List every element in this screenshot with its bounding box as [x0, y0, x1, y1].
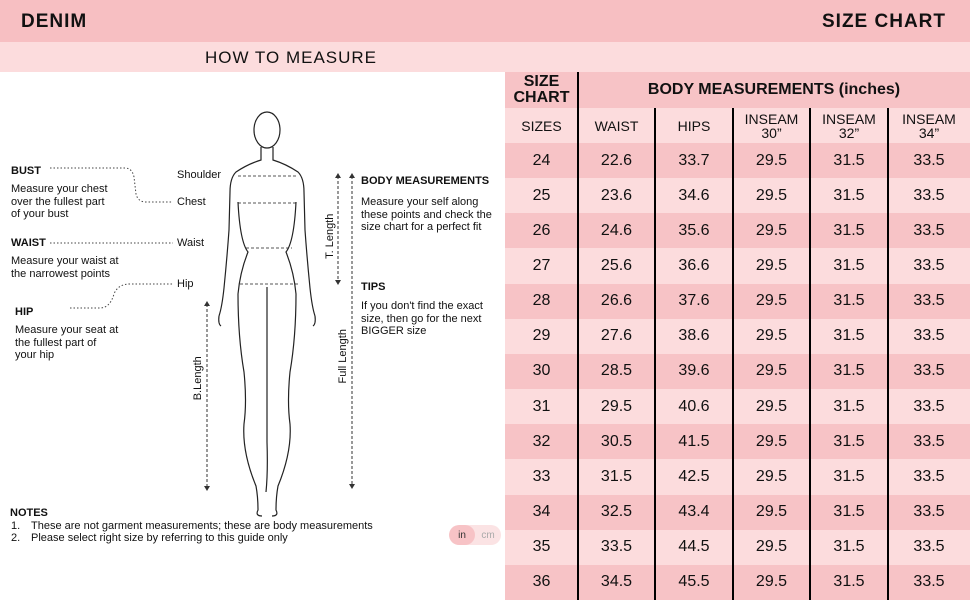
measurement-cell: 34.5	[578, 565, 655, 600]
measurement-cell: 31.5	[810, 213, 888, 248]
unit-toggle[interactable]	[449, 525, 501, 545]
size-chart-corner-header: SIZE CHART	[505, 72, 578, 108]
point-hip: Hip	[177, 278, 194, 290]
measurement-cell: 33.5	[888, 495, 970, 530]
measurement-cell: 33.5	[888, 389, 970, 424]
measurement-cell: 29.5	[733, 284, 810, 319]
body-measurements-text-1: Measure your self along	[361, 196, 479, 208]
measurement-cell: 37.6	[655, 284, 733, 319]
body-measurements-text-3: size chart for a perfect fit	[361, 221, 482, 233]
measurement-cell: 43.4	[655, 495, 733, 530]
full-length-label: Full Length	[336, 329, 349, 384]
size-cell: 36	[505, 565, 578, 600]
measurement-cell: 30.5	[578, 424, 655, 459]
measurement-cell: 31.5	[810, 565, 888, 600]
measurement-cell: 29.5	[733, 459, 810, 494]
notes-title: NOTES	[10, 507, 48, 519]
measurement-cell: 31.5	[810, 319, 888, 354]
column-divider	[577, 72, 579, 600]
measurement-cell: 31.5	[810, 248, 888, 283]
header-bar	[0, 0, 970, 42]
measurement-cell: 25.6	[578, 248, 655, 283]
body-figure-icon	[219, 112, 316, 516]
measurement-cell: 31.5	[810, 459, 888, 494]
size-cell: 28	[505, 284, 578, 319]
unit-in-option[interactable]: in	[449, 525, 475, 545]
measurement-cell: 23.6	[578, 178, 655, 213]
column-header: INSEAM 32”	[810, 108, 888, 143]
size-cell: 34	[505, 495, 578, 530]
hip-text-3: your hip	[15, 349, 55, 361]
measurement-cell: 29.5	[733, 213, 810, 248]
measurement-cell: 33.5	[888, 424, 970, 459]
brand-label: DENIM	[21, 11, 88, 32]
size-cell: 26	[505, 213, 578, 248]
measurement-cell: 39.6	[655, 354, 733, 389]
measurement-cell: 33.5	[888, 178, 970, 213]
measurement-cell: 41.5	[655, 424, 733, 459]
size-cell: 30	[505, 354, 578, 389]
measuring-guide	[0, 72, 505, 600]
bust-connector	[50, 168, 173, 202]
subheader-bar	[0, 42, 970, 72]
measurement-cell: 31.5	[810, 389, 888, 424]
size-cell: 25	[505, 178, 578, 213]
measurement-cell: 29.5	[733, 530, 810, 565]
measurement-cell: 33.5	[888, 284, 970, 319]
measurement-cell: 24.6	[578, 213, 655, 248]
body-measurements-title: BODY MEASUREMENTS	[361, 175, 490, 187]
measurement-cell: 42.5	[655, 459, 733, 494]
column-header: WAIST	[578, 108, 655, 143]
measurement-cell: 33.5	[888, 354, 970, 389]
measurement-cell: 35.6	[655, 213, 733, 248]
note-2-num: 2.	[11, 532, 21, 544]
size-cell: 33	[505, 459, 578, 494]
measurement-cell: 29.5	[733, 143, 810, 178]
measurement-cell: 29.5	[733, 424, 810, 459]
column-header: HIPS	[655, 108, 733, 143]
page-title: SIZE CHART	[822, 11, 946, 32]
measurement-cell: 29.5	[733, 565, 810, 600]
column-header: INSEAM 30”	[733, 108, 810, 143]
size-cell: 29	[505, 319, 578, 354]
hip-title: HIP	[15, 306, 34, 318]
measurement-cell: 34.6	[655, 178, 733, 213]
column-header: SIZES	[505, 108, 578, 143]
measurement-cell: 33.5	[888, 530, 970, 565]
point-shoulder: Shoulder	[177, 169, 222, 181]
measurement-cell: 29.5	[578, 389, 655, 424]
measurement-cell: 26.6	[578, 284, 655, 319]
measurement-cell: 31.5	[810, 143, 888, 178]
measurement-cell: 44.5	[655, 530, 733, 565]
measurement-cell: 31.5	[810, 495, 888, 530]
measurement-cell: 33.5	[888, 213, 970, 248]
measurement-cell: 31.5	[810, 354, 888, 389]
measurement-cell: 33.5	[888, 319, 970, 354]
measurement-cell: 38.6	[655, 319, 733, 354]
measurement-cell: 22.6	[578, 143, 655, 178]
size-cell: 24	[505, 143, 578, 178]
tips-text-3: BIGGER size	[361, 325, 427, 337]
note-1-num: 1.	[11, 520, 21, 532]
size-cell: 35	[505, 530, 578, 565]
measurement-cell: 29.5	[733, 319, 810, 354]
tips-text-2: size, then go for the next	[361, 312, 482, 325]
body-measurements-group-header: BODY MEASUREMENTS (inches)	[578, 72, 970, 108]
size-cell: 27	[505, 248, 578, 283]
measurement-cell: 33.5	[578, 530, 655, 565]
note-1-text: These are not garment measurements; these are body measurements	[31, 520, 373, 532]
measurement-cell: 33.5	[888, 143, 970, 178]
b-length-label: B.Length	[191, 356, 204, 401]
hip-text-2: the fullest part of	[15, 336, 97, 349]
measurement-cell: 45.5	[655, 565, 733, 600]
size-cell: 31	[505, 389, 578, 424]
measurement-cell: 40.6	[655, 389, 733, 424]
waist-title: WAIST	[11, 237, 46, 249]
waist-text-1: Measure your waist at	[11, 255, 119, 267]
bust-text-1: Measure your chest	[11, 183, 108, 195]
column-divider	[732, 108, 734, 600]
hip-connector	[70, 284, 173, 308]
size-cell: 32	[505, 424, 578, 459]
measurement-cell: 33.5	[888, 248, 970, 283]
column-divider	[809, 108, 811, 600]
measurement-cell: 31.5	[810, 424, 888, 459]
tips-text-1: If you don't find the exact	[361, 300, 483, 312]
how-to-measure-heading: HOW TO MEASURE	[204, 48, 378, 67]
measurement-cell: 33.5	[888, 565, 970, 600]
column-divider	[887, 108, 889, 600]
measurement-cell: 29.5	[733, 495, 810, 530]
t-length-label: T. Length	[323, 213, 336, 259]
measurement-cell: 28.5	[578, 354, 655, 389]
point-chest: Chest	[177, 196, 206, 208]
body-measurements-text-2: these points and check the	[361, 208, 492, 221]
measurement-cell: 31.5	[810, 284, 888, 319]
column-header: INSEAM 34”	[888, 108, 970, 143]
note-2-text: Please select right size by referring to this guide only	[31, 532, 288, 544]
measurement-cell: 31.5	[578, 459, 655, 494]
measurement-cell: 33.5	[888, 459, 970, 494]
bust-title: BUST	[11, 165, 41, 177]
measurement-cell: 29.5	[733, 248, 810, 283]
point-waist: Waist	[177, 237, 205, 249]
bust-text-2: over the fullest part	[11, 195, 105, 208]
column-divider	[654, 108, 656, 600]
size-chart-table	[505, 72, 970, 600]
measurement-cell: 29.5	[733, 354, 810, 389]
measurement-cell: 32.5	[578, 495, 655, 530]
waist-text-2: the narrowest points	[11, 267, 111, 280]
hip-text-1: Measure your seat at	[15, 324, 119, 336]
tips-title: TIPS	[361, 281, 386, 293]
measurement-cell: 31.5	[810, 178, 888, 213]
unit-cm-option[interactable]: cm	[481, 529, 495, 541]
measurement-cell: 27.6	[578, 319, 655, 354]
measurement-cell: 29.5	[733, 389, 810, 424]
measurement-cell: 36.6	[655, 248, 733, 283]
measurement-cell: 33.7	[655, 143, 733, 178]
bust-text-3: of your bust	[11, 208, 69, 220]
measurement-cell: 31.5	[810, 530, 888, 565]
measurement-cell: 29.5	[733, 178, 810, 213]
